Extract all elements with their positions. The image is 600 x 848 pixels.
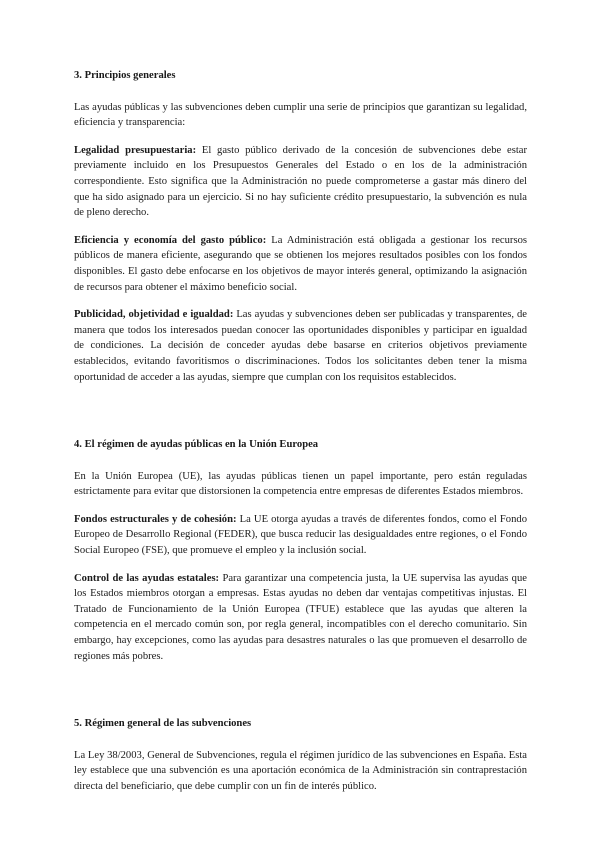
section-4-intro: En la Unión Europea (UE), las ayudas públicas tienen un papel importante, pero están reguladas estrictamente para evitar que distorsionen la competencia entre empresas de diferentes Estados miembros. xyxy=(74,470,527,498)
section-5-heading: 5. Régimen general de las subvenciones xyxy=(74,718,252,730)
item-lead: Control de las ayudas estatales: xyxy=(74,572,220,584)
document-body xyxy=(74,68,527,795)
section-5-intro: La Ley 38/2003, General de Subvenciones, regula el régimen jurídico de las subvenciones en España. Esta ley establece que una subvención es una aportación económica de la Administración sin contraprestación directa del beneficiario, que debe cumplir con un fin de interés público. xyxy=(74,749,527,792)
item-text: La Administración está obligada a gestionar los recursos públicos de manera eficiente, asegurando que se obtienen los mejores resultados posibles con los fondos disponibles. El gasto debe enfocarse en los objetivos de mayor interés general, optimizando la asignación de recursos para obtener el máximo beneficio social. xyxy=(74,234,527,293)
item-lead: Publicidad, objetividad e igualdad: xyxy=(74,309,234,321)
section-3-heading: 3. Principios generales xyxy=(74,70,176,81)
item-text: El gasto público derivado de la concesión de subvenciones debe estar previamente incluido en los Presupuestos Generales del Estado o en los de la administración correspondiente. Esto significa que la Administración no puede comprometerse a gastar más dinero del que ha sido asignado para un ejercicio. Si no hay suficiente crédito presupuestario, la subvención es nula de pleno derecho. xyxy=(74,144,528,219)
item-text: Para garantizar una competencia justa, la UE supervisa las ayudas que los Estados miembros otorgan a empresas. Estas ayudas no deben dar ventajas competitivas injustas. El Tratado de Funcionamiento de la Unión Europea (TFUE) establece que las ayudas que alteren la competencia en el mercado común son, por regla general, incompatibles con el derecho comunitario. Sin embargo, hay excepciones, como las ayudas para desastres naturales o las que promueven el desarrollo de regiones más pobres. xyxy=(74,572,527,662)
section-3-intro: Las ayudas públicas y las subvenciones deben cumplir una serie de principios que garantizan su legalidad, eficiencia y transparencia: xyxy=(74,101,527,129)
item-text: Las ayudas y subvenciones deben ser publicadas y transparentes, de manera que todos los interesados puedan conocer las oportunidades disponibles y participar en igualdad de condiciones. La decisión de conceder ayudas debe basarse en criterios objetivos previamente establecidos, evitando favoritismos o discriminaciones. Todos los solicitantes deben tener la misma oportunidad de acceder a las ayudas, siempre que cumplan con los requisitos establecidos. xyxy=(74,309,527,383)
section-3-item-publicidad xyxy=(74,307,527,385)
section-4-heading: 4. El régimen de ayudas públicas en la Unión Europea xyxy=(74,439,319,451)
item-lead: Eficiencia y economía del gasto público: xyxy=(74,234,267,246)
section-3-item-eficiencia xyxy=(74,233,527,295)
item-lead: Legalidad presupuestaria: xyxy=(74,144,197,156)
item-text: La UE otorga ayudas a través de diferentes fondos, como el Fondo Europeo de Desarrollo Regional (FEDER), que busca reducir las desigualdades entre regiones, o el Fondo Social Europeo (FSE), que promueve el empleo y la inclusión social. xyxy=(74,513,527,557)
section-4-item-control xyxy=(74,571,527,665)
item-lead: Fondos estructurales y de cohesión: xyxy=(74,513,237,525)
section-4-item-fondos xyxy=(74,512,527,559)
section-3-item-legalidad xyxy=(74,143,527,221)
